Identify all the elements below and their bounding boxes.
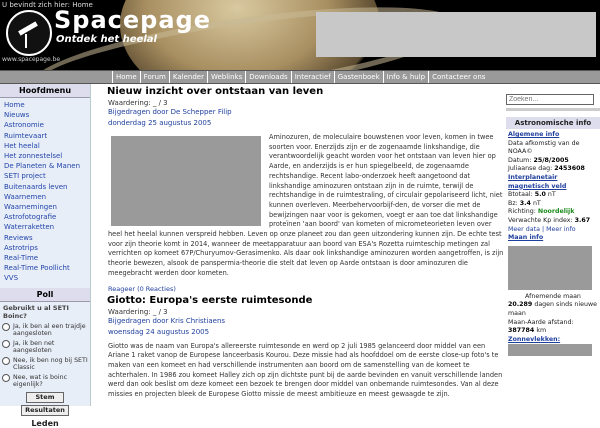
- telescope-logo-icon[interactable]: [6, 10, 52, 56]
- poll-option[interactable]: Nee, ik ben nog bij SETI Classic: [0, 356, 90, 373]
- astro-info-title: Astronomische info: [506, 117, 600, 129]
- menu-item[interactable]: Real-Time: [4, 254, 39, 263]
- article-body: Giotto was de naam van Europa's allereerste ruimtesonde en werd op 2 juli 1985 gelanceerd door middel van een Ariane 1 raket vanop de Europese lanceerbasis Kourou. Deze missie had als hoofddoel om de eerste close-up foto's te maken van een komeet en had verschillende instrumenten aan boord om de samenstelling van de komeet te achterhalen. In 1986 zou komeet Halley zich op zijn dichtste punt bij de aarde bevinden en vanuit verschillende landen werd dan ook beslist om deze komeet een bezoek te brengen door middel van onbemande ruimtesondes. Van al deze missies en projecten bleek de Europese Giotto missie de meest ambitieuze en meest gewaagde te zijn.: [108, 341, 503, 399]
- main-menu-title: Hoofdmenu: [0, 84, 90, 98]
- radio-button[interactable]: [2, 340, 10, 348]
- menu-item[interactable]: SETI project: [4, 172, 46, 181]
- menu-item[interactable]: VVS: [4, 274, 19, 283]
- site-header: [0, 0, 600, 70]
- top-navigation: [0, 70, 600, 84]
- menu-item[interactable]: Het heelal: [4, 141, 40, 150]
- radio-button[interactable]: [2, 374, 10, 382]
- nav-home[interactable]: Home: [112, 71, 140, 83]
- results-button[interactable]: Resultaten: [21, 405, 69, 416]
- left-sidebar: [0, 84, 91, 428]
- direction-row: Richting: Noordelijk: [508, 208, 575, 216]
- right-sidebar: [506, 86, 600, 406]
- banner-ad[interactable]: [316, 12, 596, 57]
- nav-info-hulp[interactable]: Info & hulp: [383, 71, 428, 83]
- main-content: [104, 84, 504, 406]
- moon-image: [508, 246, 592, 290]
- menu-item[interactable]: De Planeten & Manen: [4, 162, 81, 171]
- breadcrumb: U bevindt zich hier: Home: [2, 1, 93, 9]
- main-menu: [0, 98, 90, 284]
- article-title[interactable]: Giotto: Europa's eerste ruimtesonde: [107, 294, 313, 306]
- site-title[interactable]: Spacepage: [54, 6, 211, 34]
- menu-item[interactable]: Astrotrips: [4, 243, 38, 252]
- article-rating: Waardering: _ / 3: [108, 99, 168, 107]
- menu-item[interactable]: Nieuws: [4, 111, 30, 120]
- nav-weblinks[interactable]: Weblinks: [207, 71, 245, 83]
- menu-item[interactable]: Astrofotografie: [4, 213, 57, 222]
- menu-item[interactable]: Astronomie: [4, 121, 44, 130]
- bz-row: Bz: 3.4 nT: [508, 199, 541, 207]
- search-divider: [506, 108, 600, 111]
- article-rating: Waardering: _ / 3: [108, 307, 168, 316]
- noaa-source: Data afkomstig van de NOAA©: [508, 139, 580, 156]
- menu-item[interactable]: Reviews: [4, 233, 33, 242]
- nav-forum[interactable]: Forum: [140, 71, 169, 83]
- menu-item[interactable]: Waarnemingen: [4, 203, 57, 212]
- article-body: Aminozuren, de moleculaire bouwstenen voor leven, komen in twee soorten voor. Enerzijds zijn er de zogenaamde linkshandige, die verantwoordelijk geacht worden voor het ontstaan van leven hier op Aarde, en anderzijds is er hun spiegelbeeld, de zogenaamde rechtshandige. Recent labo-onderzoek heeft aangetoond dat linkshandige aminozuren ontstaan zijn in de ruimte, terwijl de rechtshandige in de ruimtestraling, of circulair gepolariseerd licht, niet kunnen overleven. Meerbehervoorbijf-den, de vorser die met de bewijzingen naar voor is gekomen, voegt er aan toe dat linkshandige proteïnen 'aan boord' van kometen of micrometeorieten leven over heel het heelal kunnen verspreid hebben. Leven op onze planeet zou dan geen uitzondering kunnen zijn. De echte test voor zijn theorie komt in 2014, wanneer de meetapparatuur aan boord van ESA's Rozetta ruimteschip metingen zal verrichten op komeet 67P/Churyumov-Gerasimenko. Als daar ook linkshandige aminozuren worden aangetroffen, is zijn theorie bewezen, alsook de panspermia-theorie die stelt dat leven op Aarde ontstaan is door aminozuren die meegebracht werden door kometen.: [108, 133, 504, 277]
- poll-option[interactable]: Nee, wat is boinc eigenlijk?: [0, 373, 90, 390]
- btotal-row: Btotaal: 5.0 nT: [508, 191, 556, 199]
- poll-option[interactable]: Ja, ik ben net aangesloten: [0, 339, 90, 356]
- article-image: [111, 136, 261, 226]
- article-author[interactable]: Bijgedragen door De Schepper Filip: [108, 108, 232, 116]
- moon-days-row: 20.289 dagen sinds nieuwe maan: [508, 301, 597, 317]
- moon-distance-row: Maan-Aarde afstand: 387784 km: [508, 318, 574, 335]
- menu-item[interactable]: Buitenaards leven: [4, 182, 68, 191]
- kp-row: Verwachte Kp index: 3.67: [508, 216, 591, 224]
- imf-heading[interactable]: Interplanetair magnetisch veld: [508, 173, 567, 190]
- nav-kalender[interactable]: Kalender: [169, 71, 207, 83]
- poll-title: Poll: [0, 288, 90, 302]
- search-input[interactable]: [506, 94, 594, 105]
- poll-question: Gebruikt u al SETI Boinc?: [3, 303, 69, 320]
- nav-gastenboek[interactable]: Gastenboek: [334, 71, 383, 83]
- sunspot-image: [508, 344, 592, 356]
- article-date: woensdag 24 augustus 2005: [108, 327, 210, 336]
- sunspots-heading[interactable]: Zonnevlekken:: [508, 335, 561, 343]
- general-info-heading[interactable]: Algemene info: [508, 131, 560, 138]
- article-title[interactable]: Nieuw inzicht over ontstaan van leven: [107, 86, 324, 97]
- site-subtitle: Ontdek het heelal: [56, 34, 157, 45]
- menu-item[interactable]: Waterraketten: [4, 223, 55, 232]
- menu-item[interactable]: Real-Time Poollicht: [4, 264, 70, 273]
- menu-item[interactable]: Waarnemen: [4, 192, 47, 201]
- vote-button[interactable]: Stem: [26, 392, 64, 403]
- article-author[interactable]: Bijgedragen door Kris Christiaens: [108, 316, 226, 325]
- comment-link[interactable]: Reageer (0 Reacties): [108, 284, 176, 293]
- julian-row: Juliaanse dag: 2453608: [508, 165, 585, 173]
- article-date: donderdag 25 augustus 2005: [108, 119, 212, 127]
- astro-info-panel: [506, 129, 600, 358]
- nav-downloads[interactable]: Downloads: [245, 71, 290, 83]
- nav-contact[interactable]: Contacteer ons: [428, 71, 488, 83]
- menu-item[interactable]: Het zonnestelsel: [4, 152, 63, 161]
- members-title: Leden: [31, 418, 59, 428]
- moon-phase: Afnemende maan: [525, 292, 581, 300]
- menu-item[interactable]: Home: [4, 101, 25, 109]
- menu-item[interactable]: Ruimtevaart: [4, 131, 48, 140]
- more-data-links[interactable]: Meer data | Meer info: [508, 225, 576, 233]
- date-row: Datum: 25/8/2005: [508, 156, 569, 164]
- poll-option[interactable]: Ja, ik ben al een trajdje aangesloten: [0, 322, 90, 339]
- nav-interactief[interactable]: Interactief: [291, 71, 334, 83]
- logo-url: www.spacepage.be: [2, 56, 61, 63]
- moon-info-heading[interactable]: Maan info: [508, 234, 544, 242]
- radio-button[interactable]: [2, 323, 10, 331]
- radio-button[interactable]: [2, 357, 10, 365]
